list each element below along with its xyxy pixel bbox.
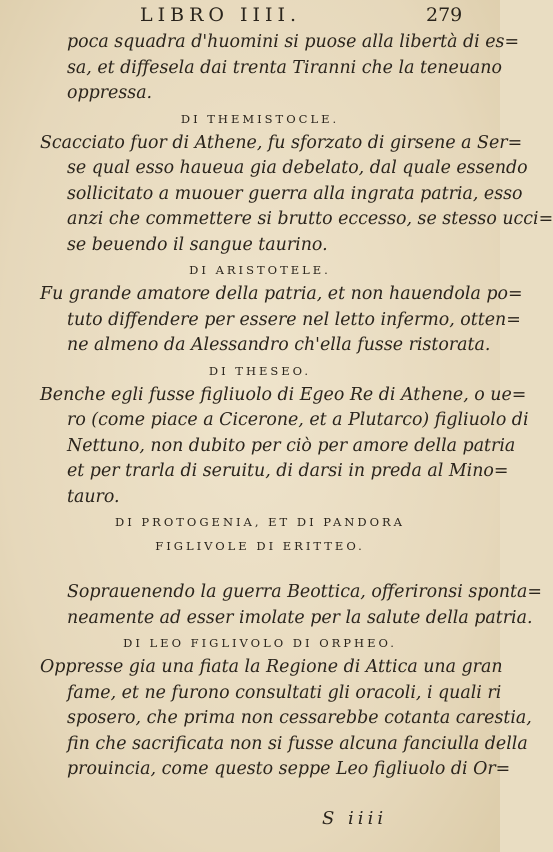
text-line: neamente ad esser imolate per la salute della patria. <box>67 607 533 628</box>
text-line: ro (come piace a Cicerone, et a Plutarco) figliuolo di <box>67 410 529 430</box>
text-line: ne almeno da Alessandro ch'ella fusse ristorata. <box>67 335 491 355</box>
text-line: anzi che commettere si brutto eccesso, se stesso ucci= <box>67 209 553 229</box>
text-line: Oppresse gia una fiata la Regione di Attica una gran <box>40 657 503 677</box>
text-line: prouincia, come questo seppe Leo figliuolo di Or= <box>67 759 511 779</box>
section-heading: FIGLIVOLE DI ERITTEO. <box>155 539 365 553</box>
text-line: Fu grande amatore della patria, et non hauendola po= <box>40 284 523 304</box>
text-line: se qual esso haueua gia debelato, dal quale essendo <box>67 158 528 178</box>
running-head: LIBRO IIII. <box>140 4 302 26</box>
section-heading: DI THESEO. <box>208 363 312 378</box>
signature-mark: S iiii <box>322 808 388 829</box>
section-heading: DI THEMISTOCLE. <box>180 111 340 126</box>
text-line: Nettuno, non dubito per ciò per amore della patria <box>67 435 516 456</box>
text-line: et per trarla di seruitu, di darsi in preda al Mino= <box>67 461 509 481</box>
text-line: se beuendo il sangue taurino. <box>67 234 328 255</box>
text-line: tuto diffendere per essere nel letto infermo, otten= <box>67 309 521 330</box>
text-line: fin che sacrificata non si fusse alcuna fanciulla della <box>67 733 528 754</box>
text-line: sollicitato a muouer guerra alla ingrata patria, esso <box>67 183 523 204</box>
text-line: poca squadra d'huomini si puose alla libertà di es= <box>67 32 520 52</box>
text-line: sa, et diffesela dai trenta Tiranni che la teneuano <box>67 57 502 78</box>
text-line: fame, et ne furono consultati gli oracoli, i quali ri <box>67 682 502 703</box>
section-heading: DI LEO FIGLIVOLO DI ORPHEO. <box>123 636 397 650</box>
section-heading: DI PROTOGENIA, ET DI PANDORA <box>115 515 405 529</box>
body-text <box>40 30 553 783</box>
page-header <box>0 4 500 30</box>
page-number: 279 <box>426 4 463 26</box>
spacer <box>40 558 480 580</box>
text-line: tauro. <box>67 486 120 507</box>
text-line: Benche egli fusse figliuolo di Egeo Re di Athene, o ue= <box>40 384 527 405</box>
text-line: Soprauenendo la guerra Beottica, offerironsi sponta= <box>67 582 542 602</box>
text-line: Scacciato fuor di Athene, fu sforzato di girsene a Ser= <box>40 132 523 153</box>
section-heading: DI ARISTOTELE. <box>189 263 331 277</box>
text-line: sposero, che prima non cessarebbe cotanta carestia, <box>67 708 532 728</box>
text-line: oppressa. <box>67 83 153 103</box>
